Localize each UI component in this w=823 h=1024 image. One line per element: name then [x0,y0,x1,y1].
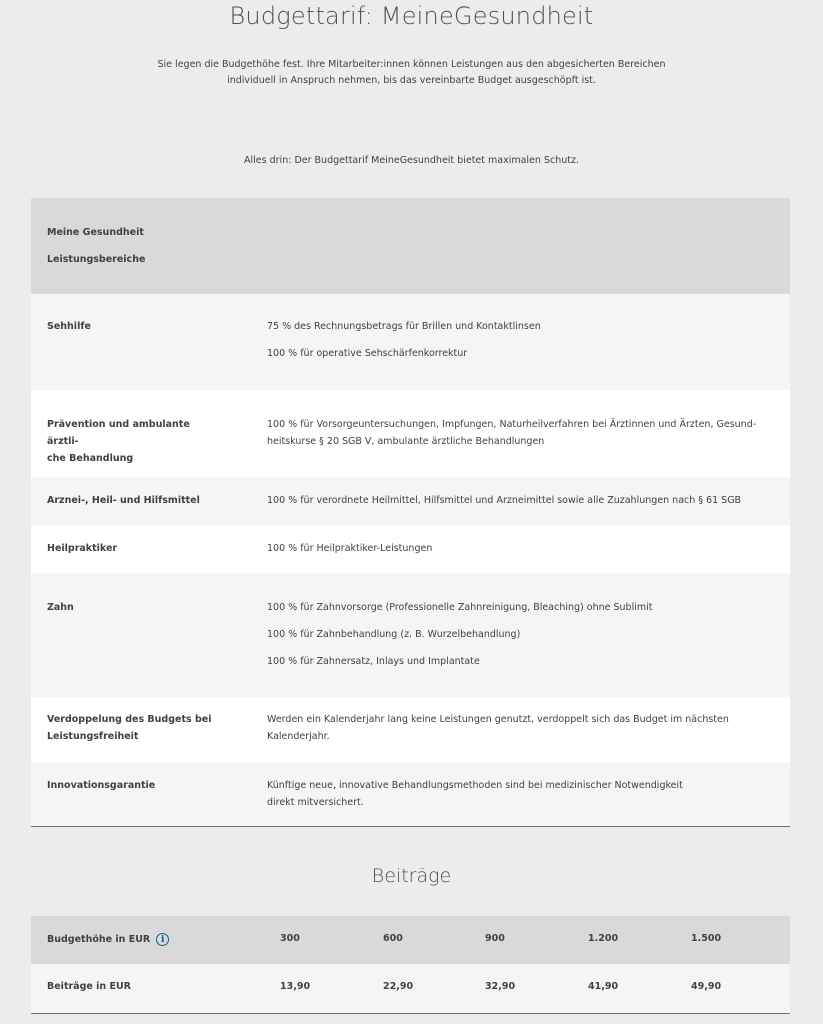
row-value-line: direkt mitversichert. [267,797,364,808]
fee-cell: 41,90 [588,981,619,992]
row-label: Heilpraktiker [47,543,118,554]
row-value-line: 100 % für Zahnersatz, Inlays und Implantate [267,656,480,667]
row-value [267,777,767,811]
row-value-line: 100 % für Zahnvorsorge (Professionelle Zahnreinigung, Bleaching) ohne Sublimit [267,602,653,613]
row-value-line: Künftige neue, innovative Behandlungsmethoden sind bei medizinischer Notwendigkeit [267,780,683,791]
row-value-line: Werden ein Kalenderjahr lang keine Leistungen genutzt, verdoppelt sich das Budget im nächsten [267,714,729,725]
contributions-table [31,916,790,1014]
contributions-title: Beiträge [371,865,452,887]
row-value-line: 100 % für operative Sehschärfenkorrektur [267,348,468,359]
contributions-row-budget [31,916,790,964]
page-title: Budgettarif: MeineGesundheit [229,2,594,30]
benefits-table-header [31,198,790,294]
row-value [267,416,767,450]
budget-label [47,933,169,946]
intro-line-1: Sie legen die Budgethöhe fest. Ihre Mitarbeiter:innen können Leistungen aus den abgesicherten Bereichen [157,59,666,70]
table-row-arznei [31,477,790,525]
budget-cell: 900 [485,933,505,944]
benefits-table [31,198,790,827]
budget-cell: 300 [280,933,300,944]
row-label: Zahn [47,602,74,613]
fee-cell: 49,90 [691,981,722,992]
row-label-line: Leistungsfreiheit [47,731,139,742]
table-header-subtitle: Leistungsbereiche [47,254,146,265]
subline-text: Alles drin: Der Budgettarif MeineGesundheit bietet maximalen Schutz. [244,155,579,166]
contributions-row-fees [31,964,790,1013]
budget-cell: 1.500 [691,933,722,944]
row-label-line: che Behandlung [47,453,134,464]
budget-label-text: Budgethöhe in EUR [47,934,151,945]
fee-cell: 22,90 [383,981,414,992]
intro-line-2: individuell in Anspruch nehmen, bis das vereinbarte Budget ausgeschöpft ist. [227,75,596,86]
row-label [47,711,222,745]
row-value: 100 % für verordnete Heilmittel, Hilfsmittel und Arzneimittel sowie alle Zuzahlungen nach § 61 SGB [267,495,742,506]
fee-cell: 32,90 [485,981,516,992]
budget-cell: 600 [383,933,403,944]
row-value-line: heitskurse § 20 SGB V, ambulante ärztliche Behandlungen [267,436,545,447]
fee-cell: 13,90 [280,981,311,992]
table-row-verdoppelung [31,697,790,763]
row-label-line: Prävention und ambulante ärztli- [47,419,190,447]
row-label: Innovationsgarantie [47,780,156,791]
table-row-innovationsgarantie [31,763,790,826]
budget-cell: 1.200 [588,933,619,944]
row-label [47,416,222,467]
row-value [267,318,767,362]
table-row-praevention [31,390,790,477]
row-value-line: 75 % des Rechnungsbetrags für Brillen und Kontaktlinsen [267,321,541,332]
row-value-line: 100 % für Zahnbehandlung (z. B. Wurzelbehandlung) [267,629,521,640]
row-value-line: 100 % für Vorsorgeuntersuchungen, Impfungen, Naturheilverfahren bei Ärztinnen und Ärzten, Gesund- [267,419,757,430]
row-label: Arznei-, Heil- und Hilfsmittel [47,495,200,506]
row-value: 100 % für Heilpraktiker-Leistungen [267,543,433,554]
row-value [267,599,767,670]
row-value-line: Kalenderjahr. [267,731,330,742]
table-header-title: Meine Gesundheit [47,227,144,238]
fees-label: Beiträge in EUR [47,981,131,992]
intro-text [140,57,683,89]
row-value [267,711,767,745]
table-row-heilpraktiker [31,525,790,573]
table-row-zahn [31,573,790,697]
table-row-sehhilfe [31,294,790,390]
row-label-line: Verdoppelung des Budgets bei [47,714,212,725]
row-label: Sehhilfe [47,321,91,332]
info-icon[interactable]: i [156,933,169,946]
